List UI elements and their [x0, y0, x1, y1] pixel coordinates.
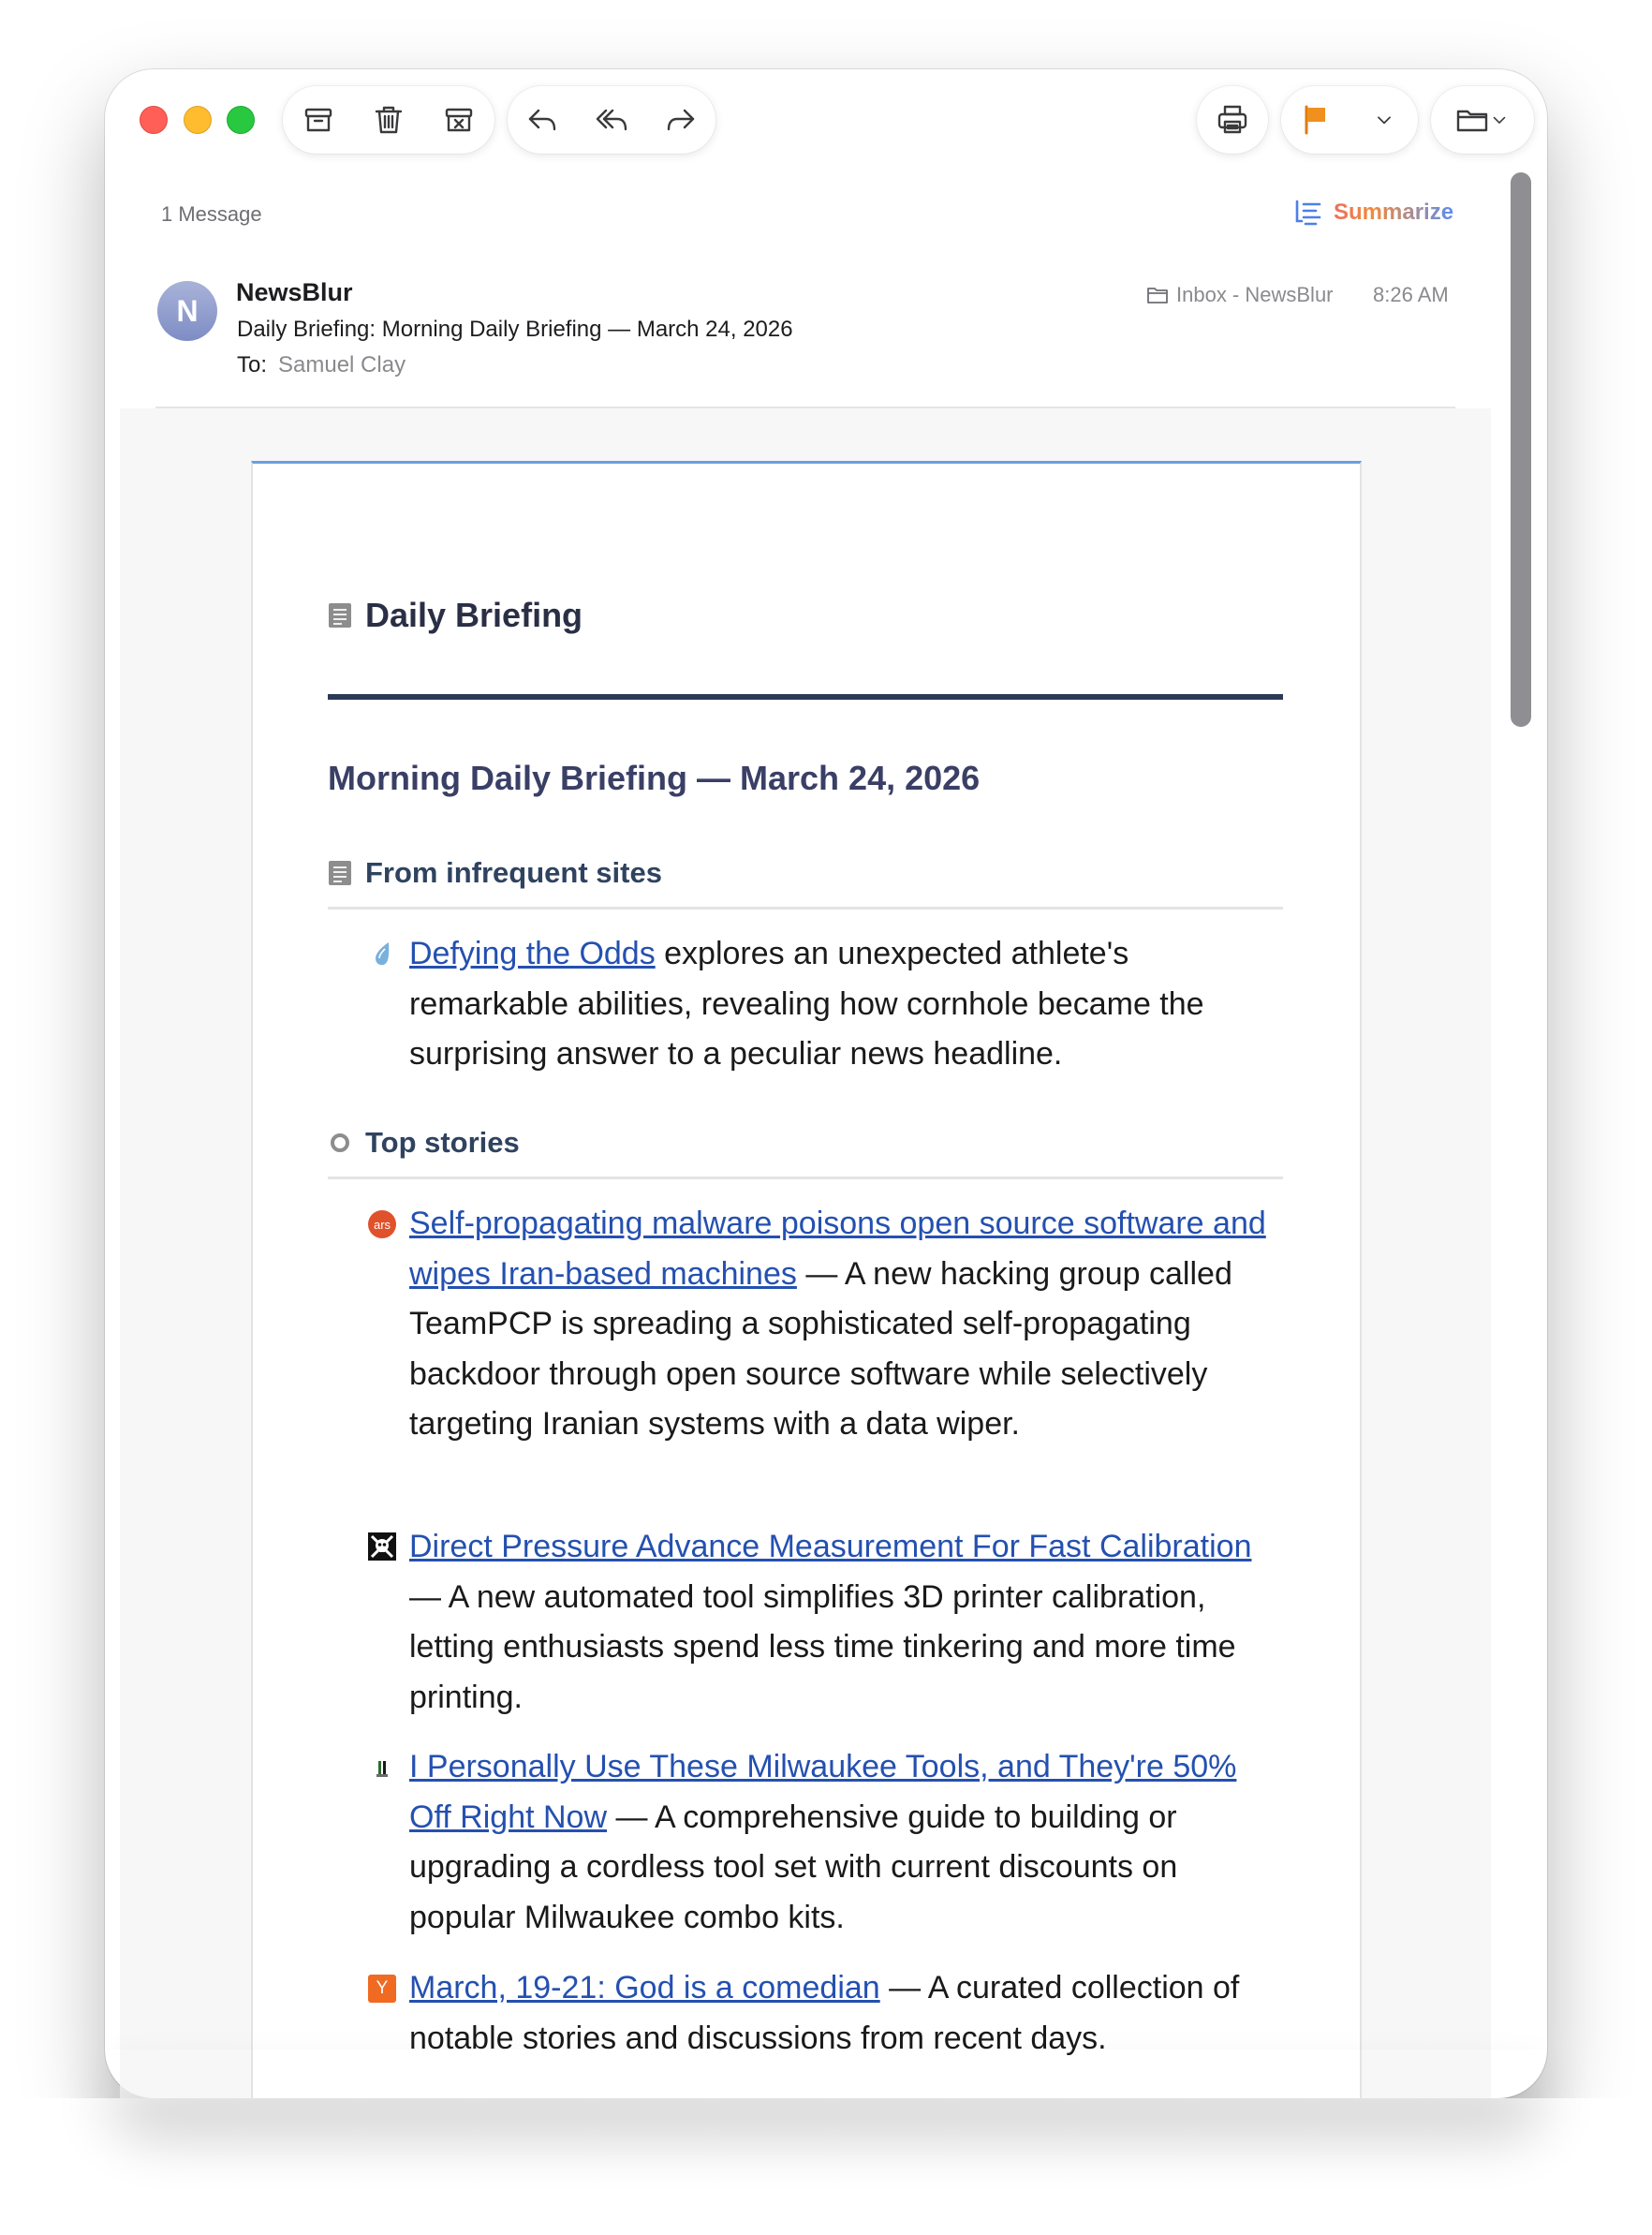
- junk-button[interactable]: [429, 90, 489, 150]
- move-button-group: [1431, 86, 1534, 154]
- story-link[interactable]: Self-propagating malware poisons open source software and wipes Iran-based machines: [409, 1206, 1266, 1292]
- section-rule: [328, 907, 1283, 910]
- story-item: [409, 1742, 1271, 1943]
- section-title-top-stories: [328, 1126, 520, 1160]
- favicon-text: Y: [376, 1978, 389, 1998]
- trash-button[interactable]: [359, 90, 419, 150]
- briefing-title-rule: [328, 694, 1283, 700]
- sender-avatar: N: [157, 281, 217, 341]
- forward-icon: [664, 103, 698, 137]
- tool-site-favicon-icon: [368, 1755, 396, 1784]
- story-summary: — A new hacking group called TeamPCP is spreading a sophisticated self-propagating backdoor through open source software while selectively targeting Iranian systems with a data wiper.: [409, 1255, 1232, 1442]
- favicon-text: ars: [373, 1217, 391, 1232]
- y-combinator-favicon-icon: [368, 1975, 396, 2003]
- story-link[interactable]: March, 19-21: God is a comedian: [409, 1970, 880, 2006]
- toolbar-group-reply-actions: [508, 86, 715, 154]
- story-summary: — A curated collection of notable stories and discussions from recent days.: [409, 1970, 1240, 2056]
- briefing-title: [328, 596, 583, 635]
- forward-button[interactable]: [651, 90, 711, 150]
- message-time: 8:26 AM: [1373, 283, 1449, 306]
- section-title-infrequent-sites: [328, 856, 662, 890]
- junk-icon: [442, 103, 476, 137]
- toolbar-group-mailbox-actions: [283, 86, 494, 154]
- chevron-down-icon: [1373, 109, 1395, 131]
- story-summary: — A comprehensive guide to building or upgrading a cordless tool set with current discounts on popular Milwaukee combo kits.: [409, 1798, 1178, 1935]
- reply-button[interactable]: [512, 90, 572, 150]
- trash-icon: [372, 103, 406, 137]
- story-link[interactable]: Direct Pressure Advance Measurement For Fast Calibration: [409, 1529, 1252, 1564]
- flag-button[interactable]: [1286, 90, 1346, 150]
- scrollbar-thumb[interactable]: [1511, 172, 1531, 727]
- print-button[interactable]: [1202, 90, 1262, 150]
- story-link[interactable]: Defying the Odds: [409, 936, 656, 971]
- document-icon: [328, 602, 352, 629]
- close-window-button[interactable]: [140, 106, 168, 134]
- flag-menu-button[interactable]: [1354, 90, 1414, 150]
- droplet-favicon-icon: [368, 940, 396, 968]
- chevron-down-icon: [1489, 110, 1510, 130]
- reply-all-button[interactable]: [582, 90, 642, 150]
- story-item: [409, 1199, 1271, 1450]
- mailbox-name: Inbox - NewsBlur: [1176, 283, 1334, 306]
- briefing-title-text: Daily Briefing: [365, 596, 583, 634]
- move-to-folder-button[interactable]: [1436, 90, 1529, 150]
- summarize-label: Summarize: [1334, 200, 1454, 225]
- print-button-container: [1197, 86, 1268, 154]
- story-item: [409, 929, 1271, 1080]
- sender-name[interactable]: NewsBlur: [236, 278, 353, 306]
- skull-favicon-icon: [368, 1532, 396, 1561]
- archive-icon: [302, 103, 335, 137]
- to-label: To:: [237, 352, 268, 377]
- document-icon: [328, 860, 352, 886]
- window-bottom-mask: [0, 2098, 1652, 2235]
- flag-icon: [1299, 103, 1333, 137]
- message-subject: Daily Briefing: Morning Daily Briefing — March 24, 2026: [237, 317, 793, 342]
- summarize-button[interactable]: [1292, 197, 1453, 229]
- zoom-window-button[interactable]: [227, 106, 255, 134]
- recipient-name[interactable]: Samuel Clay: [278, 352, 406, 377]
- circle-icon: [328, 1131, 352, 1155]
- message-count: 1 Message: [161, 202, 262, 226]
- section-title-text: Top stories: [365, 1126, 520, 1159]
- briefing-heading: Morning Daily Briefing — March 24, 2026: [328, 759, 981, 797]
- recipient-line: [237, 352, 406, 378]
- section-title-text: From infrequent sites: [365, 856, 662, 889]
- folder-icon: [1455, 103, 1489, 137]
- story-link[interactable]: I Personally Use These Milwaukee Tools, and They're 50% Off Right Now: [409, 1749, 1237, 1835]
- story-summary: explores an unexpected athlete's remarkable abilities, revealing how cornhole became the surprising answer to a peculiar news headline.: [409, 936, 1204, 1072]
- story-item: [409, 1963, 1271, 2064]
- printer-icon: [1216, 103, 1249, 137]
- archive-button[interactable]: [288, 90, 348, 150]
- folder-icon: [1146, 284, 1169, 306]
- flag-button-group: [1281, 86, 1418, 154]
- ars-technica-favicon-icon: [368, 1210, 396, 1238]
- summarize-icon: [1292, 197, 1324, 229]
- section-rule: [328, 1177, 1283, 1179]
- story-summary: — A new automated tool simplifies 3D printer calibration, letting enthusiasts spend less time tinkering and more time printing.: [409, 1578, 1236, 1715]
- story-item: [409, 1522, 1271, 1723]
- mailbox-label: [1146, 283, 1334, 307]
- reply-icon: [525, 103, 559, 137]
- reply-all-icon: [595, 103, 628, 137]
- minimize-window-button[interactable]: [184, 106, 212, 134]
